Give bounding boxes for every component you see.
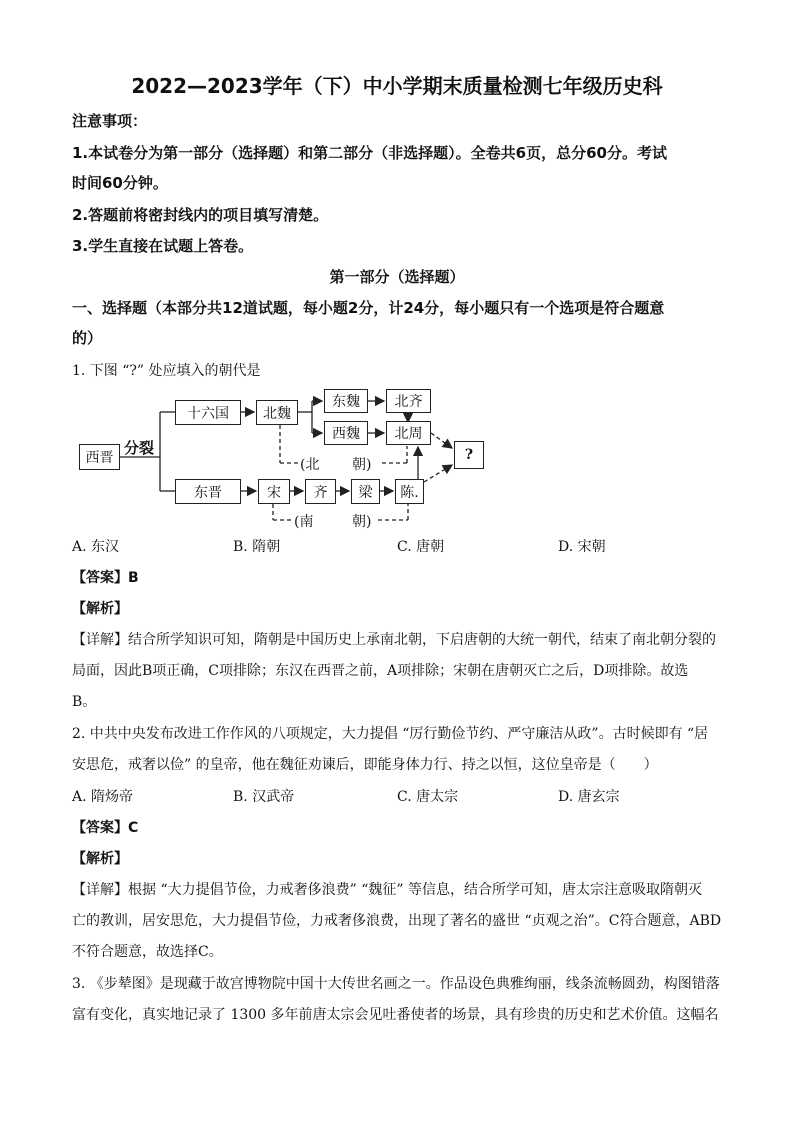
notice-heading: 注意事项： [72, 112, 148, 130]
option-d: D. 宋朝 [558, 539, 606, 555]
south-label: 朝) [352, 514, 372, 530]
option-a: A. 东汉 [72, 539, 120, 555]
section-instruction: 一、选择题（本部分共12道试题，每小题2分，计24分，每小题只有一个选项是符合题意 [72, 299, 665, 317]
option-a: A. 隋炀帝 [72, 789, 134, 805]
analysis-label: 【解析】 [72, 851, 128, 867]
box-xiwei: 西魏 [324, 421, 368, 445]
split-label: 分裂 [124, 439, 155, 457]
box-song: 宋 [258, 479, 290, 504]
answer-label: 【答案】B [72, 570, 139, 586]
notice-item: 时间60分钟。 [72, 174, 168, 192]
question-stem: 安思危，戒奢以俭” 的皇帝，他在魏征劝谏后，即能身体力行、持之以恒，这位皇帝是（ ） [72, 757, 658, 773]
box-question: ? [454, 441, 484, 469]
box-beizhou: 北周 [386, 421, 431, 445]
box-dongjin: 东晋 [175, 479, 241, 504]
detail-line: 局面，因此B项正确，C项排除；东汉在西晋之前，A项排除；宋朝在唐朝灭亡之后，D项排除。故选 [72, 663, 689, 679]
page-title: 2022—2023学年（下）中小学期末质量检测七年级历史科 [131, 74, 663, 98]
answer-label: 【答案】C [72, 820, 139, 836]
detail-line: 【详解】结合所学知识可知，隋朝是中国历史上承南北朝，下启唐朝的大统一朝代，结束了南北朝分裂的 [72, 632, 716, 648]
option-b: B. 汉武帝 [233, 789, 295, 805]
detail-line: 不符合题意，故选择C。 [72, 944, 223, 960]
north-label: 朝) [352, 457, 372, 473]
detail-line: B。 [72, 694, 97, 710]
box-xijin: 西晋 [79, 444, 120, 470]
section-title: 第一部分（选择题） [329, 268, 465, 286]
question-stem: 1. 下图 “?” 处应填入的朝代是 [72, 363, 261, 379]
detail-line: 【详解】根据 “大力提倡节俭，力戒奢侈浪费” “魏征” 等信息，结合所学可知，唐太宗注意吸取隋朝灭 [72, 882, 702, 898]
section-instruction: 的） [72, 329, 103, 347]
option-b: B. 隋朝 [233, 539, 281, 555]
notice-item: 1.本试卷分为第一部分（选择题）和第二部分（非选择题）。全卷共6页，总分60分。考试 [72, 144, 667, 162]
north-label: (北 [300, 457, 320, 473]
question-stem: 3. 《步辇图》是现藏于故宫博物院中国十大传世名画之一。作品设色典雅绚丽，线条流畅圆劲，构图错落 [72, 976, 720, 992]
box-beiqi: 北齐 [386, 389, 431, 413]
option-d: D. 唐玄宗 [558, 789, 620, 805]
notice-item: 3.学生直接在试题上答卷。 [72, 237, 254, 255]
question-stem: 2. 中共中央发布改进工作作风的八项规定，大力提倡 “厉行勤俭节约、严守廉洁从政”。古时候即有 “居 [72, 726, 709, 742]
box-dongwei: 东魏 [324, 389, 368, 413]
box-liang: 梁 [351, 479, 380, 504]
option-c: C. 唐朝 [397, 539, 445, 555]
south-label: (南 [294, 514, 314, 530]
box-shiliuguo: 十六国 [175, 400, 241, 425]
box-chen: 陈. [395, 479, 424, 504]
analysis-label: 【解析】 [72, 601, 128, 617]
notice-item: 2.答题前将密封线内的项目填写清楚。 [72, 206, 329, 224]
detail-line: 亡的教训，居安思危，大力提倡节俭，力戒奢侈浪费，出现了著名的盛世 “贞观之治”。C符合题意，ABD [72, 913, 722, 929]
box-qi: 齐 [305, 479, 336, 504]
box-beiwei: 北魏 [256, 400, 298, 425]
question-stem: 富有变化，真实地记录了 1300 多年前唐太宗会见吐番使者的场景，具有珍贵的历史和艺术价值。这幅名 [72, 1007, 719, 1023]
option-c: C. 唐太宗 [397, 789, 459, 805]
